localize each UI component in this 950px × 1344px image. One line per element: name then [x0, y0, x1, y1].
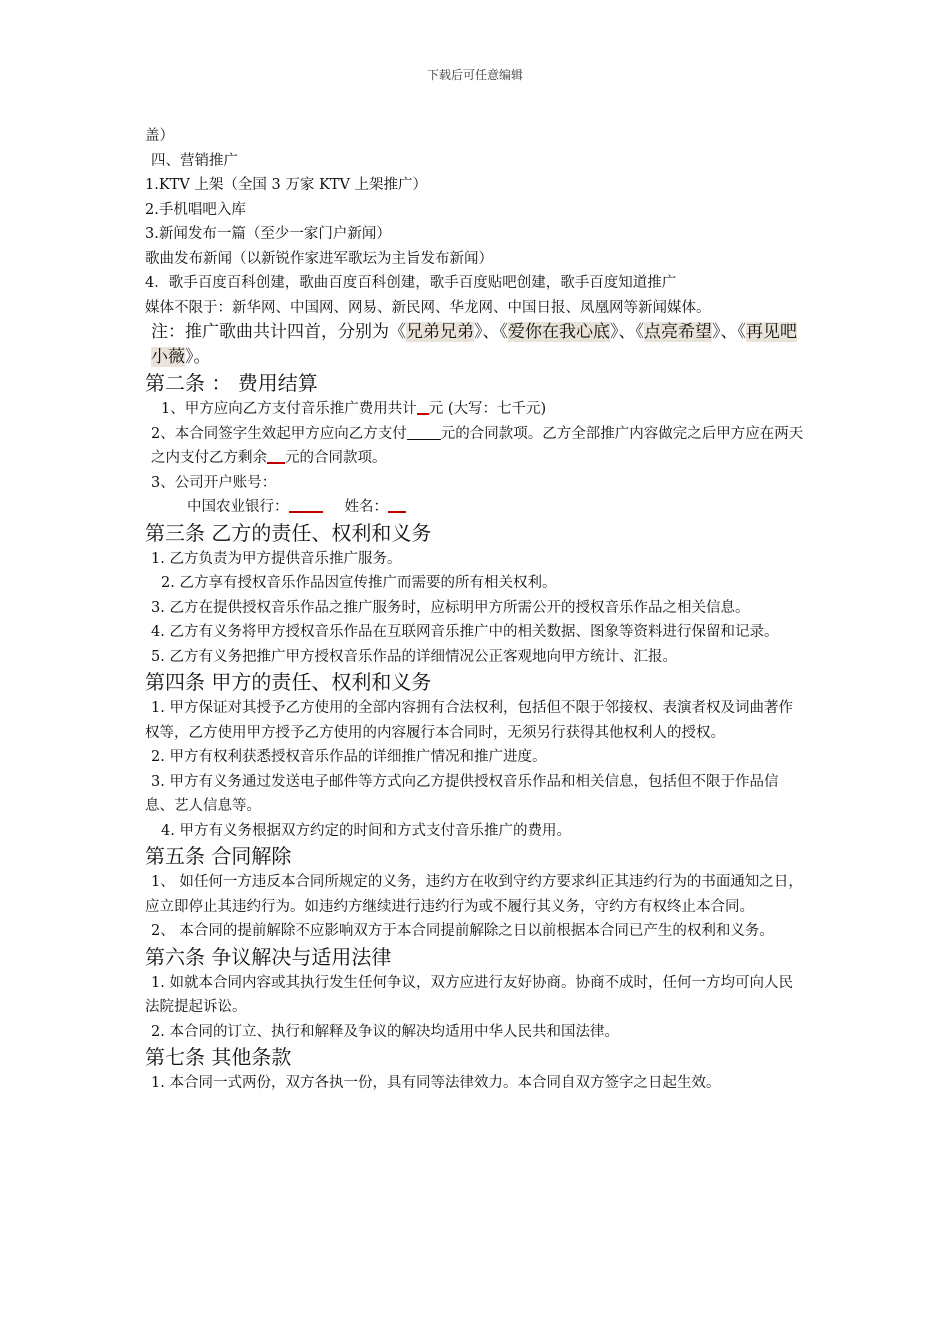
article-2-title: 第二条 ： 费用结算 [145, 371, 318, 395]
article-7-item-1: 1. 本合同一式两份，双方各执一份，具有同等法律效力。本合同自双方签字之日起生效。 [151, 1075, 721, 1091]
bank-account-line: 中国农业银行： 姓名： [145, 495, 807, 520]
marketing-item-3-note: 歌曲发布新闻（以新锐作家进军歌坛为主旨发布新闻） [145, 250, 493, 267]
fill-blank [289, 497, 323, 513]
fill-blank [388, 497, 406, 513]
article-4-item-4: 4. 甲方有义务根据双方约定的时间和方式支付音乐推广的费用。 [161, 822, 571, 839]
article-3-item-4: 4. 乙方有义务将甲方授权音乐作品在互联网音乐推广中的相关数据、图象等资料进行保留和记录。 [151, 624, 779, 640]
fill-blank [407, 425, 441, 440]
line-continued: 盖） [145, 128, 174, 144]
song-title: 点亮希望 [644, 322, 712, 342]
song-title: 兄弟兄弟 [406, 322, 474, 342]
marketing-item-4: 4．歌手百度百科创建，歌曲百度百科创建，歌手百度贴吧创建，歌手百度知道推广 [145, 275, 677, 291]
document-body [145, 124, 807, 1096]
article-3-item-1: 1. 乙方负责为甲方提供音乐推广服务。 [151, 550, 402, 567]
article-6-item-2: 2. 本合同的订立、执行和解释及争议的解决均适用中华人民共和国法律。 [151, 1023, 619, 1040]
article-3-item-2: 2. 乙方享有授权音乐作品因宣传推广而需要的所有相关权利。 [161, 575, 557, 591]
article-4-title: 第四条 甲方的责任、权利和义务 [145, 670, 432, 694]
article-6-title: 第六条 争议解决与适用法律 [145, 944, 392, 969]
article-2-item-1: 1、甲方应向乙方支付音乐推广费用共计 元 (大写：七千元) [161, 401, 547, 417]
article-6-item-1: 1. 如就本合同内容或其执行发生任何争议，双方应进行友好协商。协商不成时，任何一方均可向人民法院提起诉讼。 [145, 974, 793, 1015]
fill-blank [417, 399, 429, 415]
article-2-item-3: 3、公司开户账号： [151, 474, 277, 491]
article-7-title: 第七条 其他条款 [145, 1045, 292, 1069]
article-4-item-3: 3. 甲方有义务通过发送电子邮件等方式向乙方提供授权音乐作品和相关信息，包括但不限于作品信息、艺人信息等。 [145, 773, 779, 814]
fill-blank [267, 448, 285, 464]
article-3-title: 第三条 乙方的责任、权利和义务 [145, 520, 432, 545]
marketing-item-3: 3.新闻发布一篇（至少一家门户新闻） [145, 226, 391, 242]
article-5-item-1: 1、 如任何一方违反本合同所规定的义务，违约方在收到守约方要求纠正其违约行为的书面通知之日，应立即停止其违约行为。如违约方继续进行违约行为或不履行其义务，守约方有权终止本合同。 [145, 874, 803, 915]
article-3-item-3: 3. 乙方在提供授权音乐作品之推广服务时，应标明甲方所需公开的授权音乐作品之相关信息。 [151, 599, 750, 616]
article-3-item-5: 5. 乙方有义务把推广甲方授权音乐作品的详细情况公正客观地向甲方统计、汇报。 [151, 648, 677, 665]
songs-note: 注：推广歌曲共计四首，分别为《兄弟兄弟》、《爱你在我心底》、《点亮希望》、《再见吧小薇》。 [151, 322, 797, 367]
article-4-item-2: 2. 甲方有权利获悉授权音乐作品的详细推广情况和推广进度。 [151, 749, 547, 765]
media-list: 媒体不限于：新华网、中国网、网易、新民网、华龙网、中国日报、凤凰网等新闻媒体。 [145, 299, 711, 316]
page-header: 下载后可任意编辑 [426, 68, 523, 82]
song-title: 爱你在我心底 [508, 322, 610, 342]
marketing-item-2: 2.手机唱吧入库 [145, 201, 246, 218]
article-5-title: 第五条 合同解除 [145, 844, 292, 868]
song-title: 再见吧小薇 [151, 322, 797, 367]
marketing-item-1: 1.KTV 上架（全国 3 万家 KTV 上架推广） [145, 177, 428, 193]
article-4-item-1: 1. 甲方保证对其授予乙方使用的全部内容拥有合法权利，包括但不限于邻接权、表演者权及词曲著作权等，乙方使用甲方授予乙方使用的内容履行本合同时，无须另行获得其他权利人的授权。 [145, 700, 793, 741]
section-marketing-heading: 四、营销推广 [151, 152, 238, 169]
article-2-item-2: 2、本合同签字生效起甲方应向乙方支付 元的合同款项。乙方全部推广内容做完之后甲方应在两天之内支付乙方剩余 元的合同款项。 [151, 425, 804, 466]
article-5-item-2: 2、 本合同的提前解除不应影响双方于本合同提前解除之日以前根据本合同已产生的权利和义务。 [151, 923, 774, 939]
